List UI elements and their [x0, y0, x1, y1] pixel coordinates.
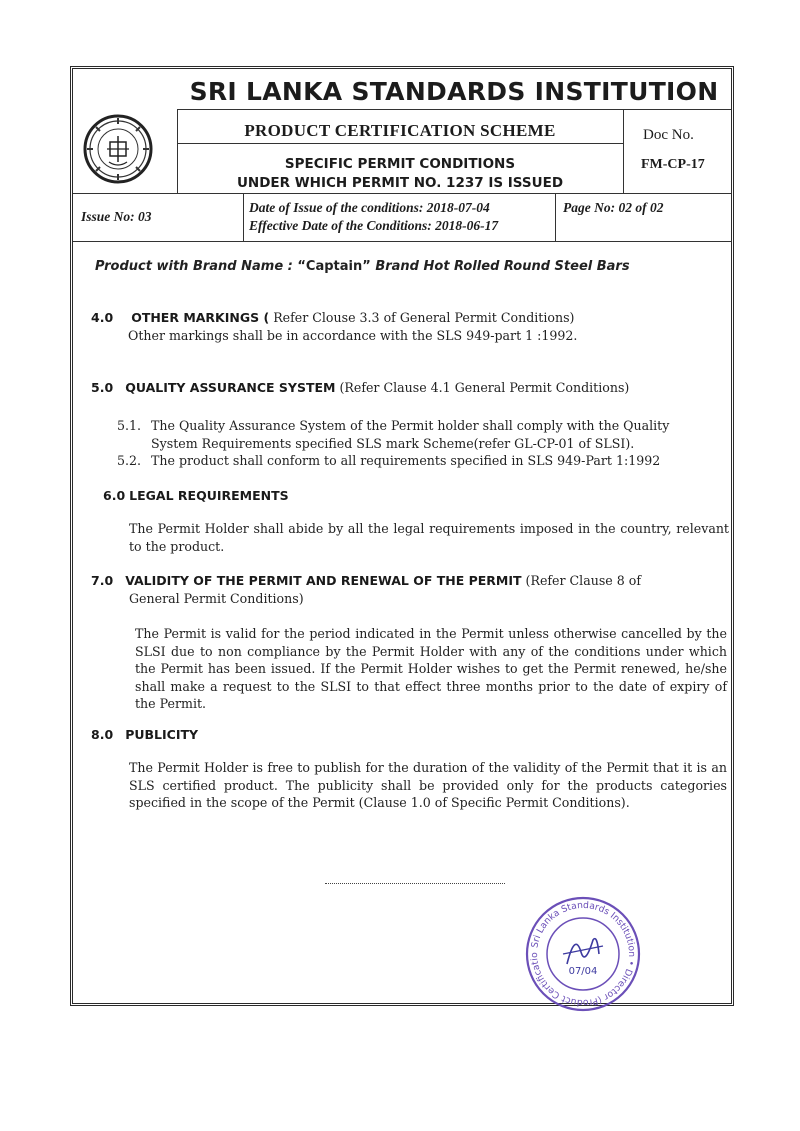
specific-line-1: SPECIFIC PERMIT CONDITIONS: [284, 156, 516, 172]
item-number: 5.2.: [117, 453, 142, 468]
specific-conditions-title: [177, 155, 623, 193]
section-reference: Refer Clouse 3.3 of General Permit Conditions): [269, 310, 575, 325]
section-number: 6.0: [103, 488, 126, 503]
rule: [177, 109, 731, 110]
section-number: 5.0: [91, 380, 114, 395]
specific-line-2: UNDER WHICH PERMIT NO. 1237 IS ISSUED: [236, 175, 564, 191]
section-7: [91, 572, 731, 607]
director-stamp: [523, 894, 643, 1018]
section-title: OTHER MARKINGS (: [131, 310, 270, 325]
section-title: VALIDITY OF THE PERMIT AND RENEWAL OF THE PERMIT: [125, 573, 522, 588]
document-frame: [70, 66, 734, 1009]
item-text: System Requirements specified SLS mark Scheme(refer GL-CP-01 of SLSI).: [151, 435, 635, 451]
section-title: LEGAL REQUIREMENTS: [129, 488, 289, 503]
doc-no-label: Doc No.: [643, 127, 694, 143]
product-brand-line: [95, 259, 630, 274]
rule: [243, 193, 244, 241]
section-text: Other markings shall be in accordance with the SLS 949-part 1 :1992.: [128, 327, 578, 343]
section-number: 8.0: [91, 727, 114, 742]
stamp-ring-text: Sri Lanka Standards Institution • Director (Product Certification): [528, 899, 638, 1009]
section-title: PUBLICITY: [125, 727, 199, 742]
product-label: Product with Brand Name :: [95, 259, 293, 274]
date-of-issue: Date of Issue of the conditions: 2018-07-04: [249, 200, 490, 215]
section-reference: (Refer Clause 8 of: [521, 573, 641, 588]
doc-no-value: FM-CP-17: [641, 157, 705, 172]
section-text: The Permit is valid for the period indicated in the Permit unless otherwise cancelled by the SLSI due to non compliance by the Permit Holder with any of the conditions under which the Permit has been issued. If the Permit Holder wishes to get the Permit renewed, he/she shall make a request to the SLSI to that effect three months prior to the date of expiry of the Permit.: [135, 626, 727, 711]
stamp-date: 07/04: [568, 966, 598, 977]
item-text: The product shall conform to all requirements specified in SLS 949-Part 1:1992: [151, 453, 661, 468]
section-4: [91, 309, 711, 344]
scheme-title: PRODUCT CERTIFICATION SCHEME: [244, 121, 556, 140]
page-number: Page No: 02 of 02: [563, 200, 664, 215]
section-number: 4.0: [91, 310, 114, 325]
section-5: [91, 379, 731, 397]
list-item: [117, 417, 729, 435]
section-number: 7.0: [91, 573, 114, 588]
brand-name: “Captain”: [297, 259, 371, 274]
rule: [177, 143, 623, 144]
section-reference-cont: General Permit Conditions): [129, 590, 304, 606]
item-number: 5.1.: [117, 418, 142, 433]
product-description: Brand Hot Rolled Round Steel Bars: [375, 259, 630, 274]
section-reference: (Refer Clause 4.1 General Permit Conditions): [335, 380, 630, 395]
institution-title: SRI LANKA STANDARDS INSTITUTION: [189, 77, 719, 106]
section-text: The Permit Holder is free to publish for the duration of the validity of the Permit that it is an SLS certified product. The publicity shall be provided only for the products categories specified in the scope of the Permit (Clause 1.0 of Specific Permit Conditions).: [129, 760, 727, 810]
signature-line: [325, 883, 505, 884]
section-6: [103, 487, 723, 505]
rule: [73, 241, 731, 242]
rule: [73, 193, 731, 194]
rule: [555, 193, 556, 241]
list-item: [117, 452, 729, 470]
emblem-icon: [83, 114, 153, 184]
effective-date: Effective Date of the Conditions: 2018-06-17: [249, 218, 499, 233]
rule: [623, 109, 624, 193]
section-8: [91, 726, 711, 744]
section-text: The Permit Holder shall abide by all the legal requirements imposed in the country, relevant to the product.: [129, 521, 729, 554]
slsi-logo: [83, 114, 153, 188]
section-5-items: [117, 417, 729, 470]
item-text: The Quality Assurance System of the Permit holder shall comply with the Quality: [151, 418, 670, 433]
section-title: QUALITY ASSURANCE SYSTEM: [125, 380, 336, 395]
header-table: [73, 69, 731, 242]
issue-number: Issue No: 03: [81, 209, 152, 224]
stamp-seal-icon: [523, 894, 643, 1014]
